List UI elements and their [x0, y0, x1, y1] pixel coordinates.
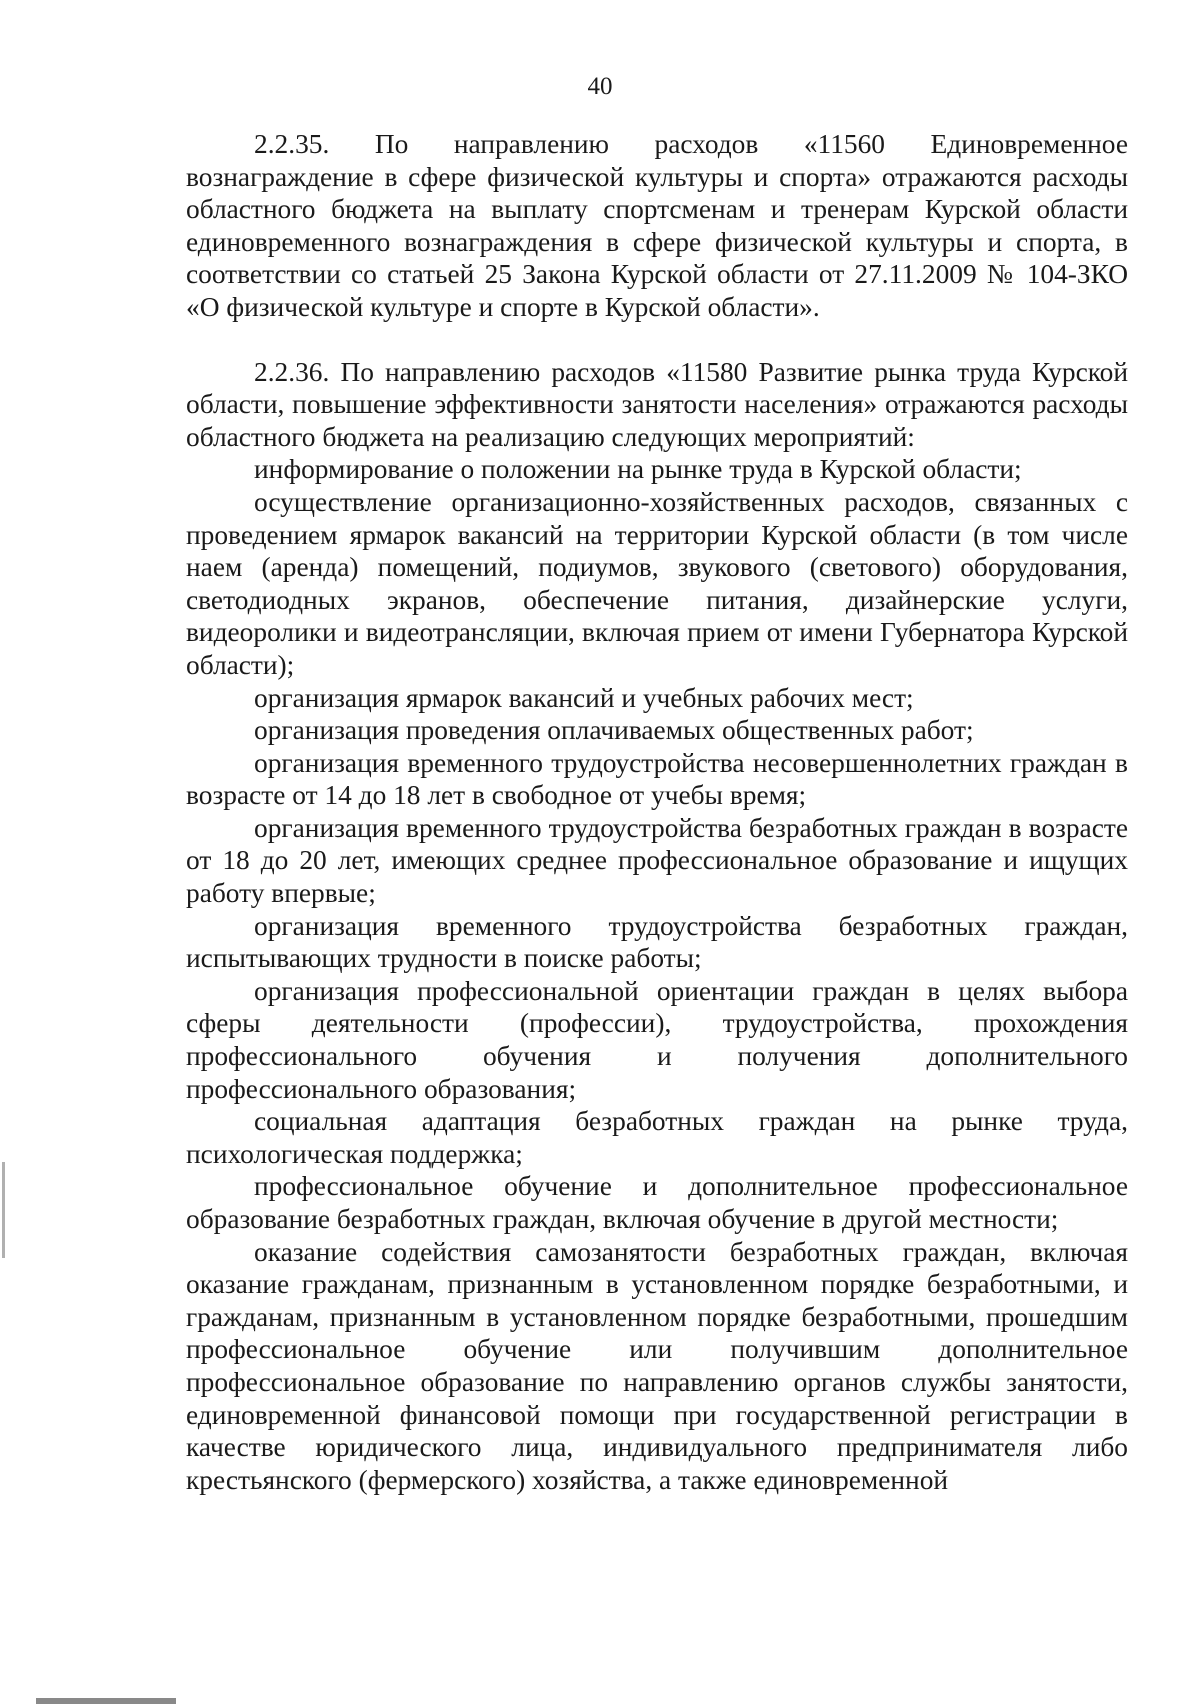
page-number: 40	[587, 73, 613, 100]
list-item: информирование о положении на рынке труда в Курской области;	[254, 454, 1022, 485]
document-body	[186, 128, 1128, 1496]
list-item: осуществление организационно-хозяйственных расходов, связанных с проведением ярмарок вакансий на территории Курской области (в том числе наем (аренда) помещений, подиумов, звукового (светового) оборудования, светодиодных экранов, обеспечение питания, дизайнерские услуги, видеоролики и видеотрансляции, включая прием от имени Губернатора Курской области);	[186, 486, 1128, 680]
paragraph-2-2-35: 2.2.35. По направлению расходов «11560 Единовременное вознаграждение в сфере физической культуры и спорта» отражаются расходы областного бюджета на выплату спортсменам и тренерам Курской области единовременного вознаграждения в сфере физической культуры и спорта, в соответствии со статьей 25 Закона Курской области от 27.11.2009 № 104-ЗКО «О физической культуре и спорте в Курской области».	[186, 129, 1128, 322]
list-item: организация временного трудоустройства безработных граждан, испытывающих трудности в поиске работы;	[186, 910, 1128, 974]
scan-artifact-left	[2, 1162, 5, 1258]
paragraph-2-2-36: 2.2.36. По направлению расходов «11580 Развитие рынка труда Курской области, повышение эффективности занятости населения» отражаются расходы областного бюджета на реализацию следующих мероприятий:	[186, 356, 1128, 452]
list-item: организация ярмарок вакансий и учебных рабочих мест;	[254, 682, 914, 713]
list-item: социальная адаптация безработных граждан на рынке труда, психологическая поддержка;	[186, 1106, 1128, 1169]
list-item: профессиональное обучение и дополнительное профессиональное образование безработных граждан, включая обучение в другой местности;	[186, 1171, 1128, 1234]
list-item: организация проведения оплачиваемых общественных работ;	[254, 715, 974, 746]
list-item: организация временного трудоустройства несовершеннолетних граждан в возрасте от 14 до 18 лет в свободное от учебы время;	[186, 747, 1128, 811]
list-item: оказание содействия самозанятости безработных граждан, включая оказание гражданам, признанным в установленном порядке безработными, и гражданам, признанным в установленном порядке безработными, прошедшим профессиональное обучение или получившим дополнительное профессиональное образование по направлению органов службы занятости, единовременной финансовой помощи при государственной регистрации в качестве юридического лица, индивидуального предпринимателя либо крестьянского (фермерского) хозяйства, а также единовременной	[186, 1236, 1128, 1495]
scan-artifact-bottom	[36, 1698, 176, 1704]
list-item: организация профессиональной ориентации граждан в целях выбора сферы деятельности (профессии), трудоустройства, прохождения профессионального обучения и получения дополнительного профессионального образования;	[186, 975, 1128, 1104]
list-item: организация временного трудоустройства безработных граждан в возрасте от 18 до 20 лет, имеющих среднее профессиональное образование и ищущих работу впервые;	[186, 812, 1128, 909]
